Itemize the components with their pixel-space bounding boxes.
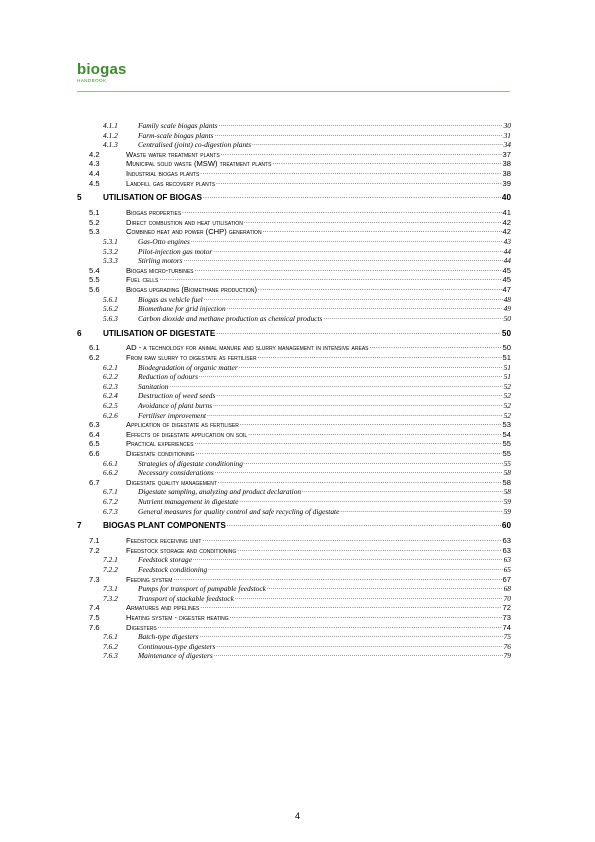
toc-dot-leader (239, 495, 502, 504)
toc-entry-title: Necessary considerations (138, 468, 214, 478)
toc-entry-title: Landfill gas recovery plants (126, 178, 216, 188)
toc-entry-page: 52 (503, 401, 511, 410)
toc-entry-page: 70 (503, 593, 511, 603)
toc-entry-page: 63 (502, 536, 511, 546)
toc-entry-number: 6.6.2 (103, 468, 118, 478)
toc-entry-page: 72 (502, 603, 511, 613)
toc-dot-leader (230, 611, 502, 620)
toc-entry-title: From raw slurry to digestate as fertiliser (126, 353, 257, 362)
toc-entry-page: 47 (502, 285, 511, 294)
toc-dot-leader (216, 640, 502, 649)
header-rule (77, 91, 510, 92)
toc-entry-title: Digestate sampling, analyzing and product declaration (138, 487, 302, 497)
toc-entry-number: 7.6.2 (103, 641, 118, 651)
toc-entry-page: 58 (503, 468, 511, 478)
toc-dot-leader (252, 138, 503, 147)
toc-dot-leader (184, 254, 503, 263)
toc-entry-number: 4.1.2 (103, 130, 118, 140)
toc-dot-leader (203, 191, 501, 200)
toc-entry-page: 30 (503, 121, 511, 130)
toc-entry-title: Feeding system (126, 574, 173, 584)
toc-dot-leader (218, 119, 502, 128)
toc-entry-title: Stirling motors (138, 256, 183, 266)
toc-entry-page: 63 (503, 555, 511, 565)
toc-entry-title-line (103, 327, 511, 338)
toc-entry-title: Practical experiences (126, 439, 194, 449)
toc-entry-page: 51 (503, 372, 511, 382)
toc-entry-title: Effects of digestate application on soil (126, 429, 248, 439)
toc-entry-page: 34 (503, 140, 511, 150)
toc-entry-title: Digestate quality management (126, 477, 217, 487)
toc-entry-page: 42 (502, 227, 511, 237)
toc-dot-leader (208, 563, 502, 572)
toc-entry-title: Feedstock conditioning (138, 565, 208, 574)
toc-entry-title: Armatures and pipelines (126, 603, 200, 613)
toc-dot-leader (323, 312, 502, 321)
toc-entry-title: Biogas upgrading (Biomethane production) (126, 285, 257, 294)
toc-entry-number: 4.5 (89, 178, 100, 188)
toc-entry-title: Family scale biogas plants (138, 121, 218, 130)
toc-entry-number: 6.2 (89, 353, 100, 362)
toc-entry-number: 6.2.4 (103, 391, 118, 401)
toc-entry-title: Heating system - digester heating (126, 613, 229, 622)
toc-entry-number: 5.3.3 (103, 256, 118, 266)
toc-dot-leader (272, 157, 501, 166)
toc-entry-page: 68 (503, 584, 511, 594)
toc-entry-page: 73 (502, 613, 511, 622)
toc-entry-number: 6.2.3 (103, 381, 118, 391)
toc-entry-title: Digestate conditioning (126, 449, 195, 458)
toc-dot-leader (227, 519, 501, 528)
toc-dot-leader (258, 351, 502, 360)
toc-entry-number: 6.4 (89, 429, 100, 439)
toc-dot-leader (213, 245, 502, 254)
toc-entry-number: 6.1 (89, 343, 100, 353)
toc-entry-title: Centralised (joint) co-digestion plants (138, 140, 252, 150)
toc-entry-number: 7.2.1 (103, 555, 118, 565)
toc-entry-page: 44 (503, 256, 511, 266)
toc-dot-leader (244, 216, 502, 225)
toc-entry-page: 55 (503, 458, 511, 468)
toc-entry-title: Farm-scale biogas plants (138, 130, 214, 140)
toc-entry-title-line (126, 177, 511, 188)
toc-entry-page: 79 (503, 651, 511, 661)
toc-dot-leader (200, 601, 501, 610)
toc-entry-number: 6.6 (89, 449, 100, 458)
toc-entry-title: Gas-Otto engines (138, 237, 190, 246)
toc-entry-page: 44 (503, 246, 511, 256)
toc-dot-leader (202, 534, 501, 543)
toc-entry-number: 6.7.3 (103, 506, 118, 516)
toc-entry-title-line (103, 519, 511, 530)
toc-entry-title: General measures for quality control and safe recycling of digestate (138, 506, 340, 516)
toc-entry-page: 45 (502, 275, 511, 285)
toc-entry-number: 4.2 (89, 149, 100, 159)
toc-dot-leader (235, 592, 503, 601)
toc-entry-page: 51 (502, 353, 511, 362)
toc-entry-title: Carbon dioxide and methane production as chemical products (138, 313, 323, 323)
toc-entry-page: 54 (502, 429, 511, 439)
toc-entry-number: 6.6.1 (103, 458, 118, 468)
toc-dot-leader (215, 466, 503, 475)
toc-entry-number: 5.5 (89, 275, 100, 285)
toc-entry-title: Biomethane for grid injection (138, 304, 226, 314)
toc-dot-leader (204, 293, 503, 302)
toc-dot-leader (267, 582, 503, 591)
toc-entry-number: 7.3.1 (103, 584, 118, 594)
toc-entry-number: 5.3.2 (103, 246, 118, 256)
toc-entry-number: 7.6.1 (103, 632, 118, 642)
toc-dot-leader (196, 447, 502, 456)
toc-entry-number: 7.6 (89, 622, 100, 632)
toc-dot-leader (237, 544, 501, 553)
toc-entry-title: Fertiliser improvement (138, 410, 207, 420)
toc-entry-title: Nutrient management in digestate (138, 497, 239, 506)
toc-dot-leader (216, 177, 501, 186)
toc-entry-number: 7.5 (89, 613, 100, 622)
toc-entry[interactable] (0, 506, 595, 516)
toc-entry-title: UTILISATION OF BIOGAS (103, 193, 203, 203)
toc-dot-leader (158, 621, 502, 630)
toc-entry-page: 48 (503, 294, 511, 304)
toc-entry-page: 74 (502, 622, 511, 632)
logo-sub: HANDBOOK (77, 78, 107, 83)
toc-entry-title: Digesters (126, 622, 157, 632)
toc-dot-leader (195, 264, 502, 273)
toc-entry-number: 6.2.5 (103, 401, 118, 410)
toc-dot-leader (221, 148, 502, 157)
toc-entry-page: 65 (503, 565, 511, 574)
toc-entry-number: 5.6.1 (103, 294, 118, 304)
toc-entry-title: Biogas properties (126, 208, 182, 218)
toc-dot-leader (193, 553, 503, 562)
toc-entry-number: 6 (77, 328, 82, 338)
toc-entry-title: Direct combustion and heat utilisation (126, 217, 243, 227)
toc-dot-leader (258, 283, 502, 292)
toc-entry-title: Maintenance of digesters (138, 651, 213, 661)
toc-dot-leader (302, 485, 502, 494)
toc-entry-page: 50 (501, 328, 511, 338)
toc-entry-page: 38 (502, 159, 511, 169)
page-number: 4 (294, 811, 300, 821)
toc-entry-title: Industrial biogas plants (126, 169, 200, 178)
toc-dot-leader (169, 380, 502, 389)
toc-entry-page: 58 (503, 487, 511, 497)
toc-entry-page: 52 (503, 391, 511, 401)
toc-entry-title: AD - a technology for animal manure and slurry management in intensive areas (126, 343, 369, 353)
toc-entry[interactable] (0, 178, 595, 188)
toc-entry-title: Feedstock receiving unit (126, 536, 202, 546)
toc-entry-number: 5.3 (89, 227, 100, 237)
toc-entry-title: Strategies of digestate conditioning (138, 458, 243, 468)
toc-dot-leader (244, 457, 503, 466)
toc-dot-leader (248, 428, 501, 437)
toc-dot-leader (159, 273, 501, 282)
toc-entry-number: 5.4 (89, 265, 100, 275)
toc-entry-number: 7.1 (89, 536, 100, 546)
toc-entry-page: 67 (502, 574, 511, 584)
toc-dot-leader (199, 370, 503, 379)
toc-entry-page: 50 (503, 313, 511, 323)
toc-entry-title: Pilot-injection gas motor (138, 246, 213, 256)
toc-entry-title-line (138, 312, 511, 323)
toc-entry[interactable] (0, 328, 595, 338)
toc-entry-number: 6.2.1 (103, 362, 118, 372)
toc-dot-leader (200, 167, 501, 176)
toc-dot-leader (239, 361, 503, 370)
toc-entry-number: 7.2.2 (103, 565, 118, 574)
toc-entry-number: 5.6 (89, 285, 100, 294)
toc-entry-number: 6.2.6 (103, 410, 118, 420)
toc-dot-leader (194, 437, 501, 446)
toc-entry-number: 7.4 (89, 603, 100, 613)
toc-dot-leader (182, 206, 501, 215)
toc-entry-page: 58 (502, 477, 511, 487)
toc-entry-title: Biogas as vehicle fuel (138, 294, 203, 304)
toc-entry[interactable] (0, 192, 595, 202)
toc-entry-page: 49 (503, 304, 511, 314)
toc-entry-number: 7.3.2 (103, 593, 118, 603)
toc-entry-title: Transport of stackable feedstock (138, 593, 234, 603)
toc-entry-number: 7.6.3 (103, 651, 118, 661)
toc-dot-leader (240, 418, 502, 427)
toc-dot-leader (173, 573, 501, 582)
toc-dot-leader (218, 476, 502, 485)
toc-entry-number: 5 (77, 193, 82, 203)
toc-entry-title: Avoidance of plant burns (138, 401, 213, 410)
toc-entry-title: Continuous-type digesters (138, 641, 216, 651)
toc-entry-title: Waste water treatment plants (126, 149, 220, 159)
toc-entry-page: 63 (502, 545, 511, 555)
toc-entry-number: 6.7.2 (103, 497, 118, 506)
toc-entry-title: Feedstock storage (138, 555, 192, 565)
toc-entry-number: 5.3.1 (103, 237, 118, 246)
toc-dot-leader (227, 302, 503, 311)
toc-entry-title: Feedstock storage and conditioning (126, 545, 237, 555)
toc-entry-title: Combined heat and power (CHP) generation (126, 227, 262, 237)
toc-entry-number: 4.1.3 (103, 140, 118, 150)
toc-dot-leader (216, 327, 501, 336)
toc-dot-leader (214, 649, 503, 658)
toc-entry-page: 52 (503, 381, 511, 391)
toc-entry-number: 6.7 (89, 477, 100, 487)
toc-entry-page: 53 (502, 420, 511, 430)
toc-entry-number: 6.2.2 (103, 372, 118, 382)
toc-entry-page: 31 (503, 130, 511, 140)
toc-entry-title: UTILISATION OF DIGESTATE (103, 328, 216, 338)
toc-dot-leader (370, 341, 502, 350)
toc-dot-leader (213, 399, 503, 408)
toc-entry-page: 42 (502, 217, 511, 227)
toc-entry-title: Biogas micro-turbines (126, 265, 194, 275)
toc-entry-page: 38 (502, 169, 511, 178)
toc-entry-number: 4.1.1 (103, 121, 118, 130)
toc-dot-leader (215, 129, 503, 138)
toc-entry-number: 4.3 (89, 159, 100, 169)
toc-entry[interactable] (0, 650, 595, 660)
toc-entry-title: Pumps for transport of pumpable feedstock (138, 584, 266, 594)
toc-dot-leader (263, 225, 502, 234)
toc-entry-title: Batch-type digesters (138, 632, 199, 642)
toc-entry-page: 41 (502, 208, 511, 218)
toc-entry[interactable] (0, 520, 595, 530)
toc-entry-number: 5.6.3 (103, 313, 118, 323)
logo-main: biogas (77, 61, 127, 78)
toc-entry-number: 5.6.2 (103, 304, 118, 314)
toc-entry-page: 50 (502, 343, 511, 353)
toc-entry-page: 55 (502, 439, 511, 449)
toc-entry-page: 45 (502, 265, 511, 275)
toc-entry-number: 7.2 (89, 545, 100, 555)
toc-entry-number: 5.2 (89, 217, 100, 227)
toc-dot-leader (207, 409, 503, 418)
toc-entry-number: 6.7.1 (103, 487, 118, 497)
toc-entry-page: 59 (503, 506, 511, 516)
logo (77, 62, 127, 84)
toc-entry-title: Fuel cells (126, 275, 159, 285)
toc-entry-page: 59 (503, 497, 511, 506)
toc-entry-title: Sanitation (138, 381, 169, 391)
toc-dot-leader (340, 505, 502, 514)
toc-entry-title: Biodegradation of organic matter (138, 362, 238, 372)
toc-entry-title: Municipal solid waste (MSW) treatment plants (126, 159, 272, 169)
toc-entry-page: 43 (503, 237, 511, 246)
toc-entry-page: 60 (501, 521, 511, 531)
toc-entry-page: 51 (503, 362, 511, 372)
toc-entry[interactable] (0, 313, 595, 323)
toc-entry-title-line (138, 649, 511, 660)
toc-entry-page: 39 (502, 178, 511, 188)
toc-entry-title-line (138, 505, 511, 516)
toc-entry-page: 75 (503, 632, 511, 642)
toc-entry-number: 6.3 (89, 420, 100, 430)
toc-entry-page: 76 (503, 641, 511, 651)
toc-entry-number: 5.1 (89, 208, 100, 218)
toc-dot-leader (216, 389, 502, 398)
toc-entry-title: Reduction of odours (138, 372, 198, 382)
toc-entry-page: 40 (501, 193, 511, 203)
toc-entry-title: Application of digestate as fertiliser (126, 420, 239, 430)
toc-entry-number: 7 (77, 521, 82, 531)
toc-dot-leader (191, 235, 503, 244)
toc-entry-title-line (103, 191, 511, 202)
toc-entry-number: 4.4 (89, 169, 100, 178)
toc-entry-page: 37 (502, 149, 511, 159)
toc-dot-leader (200, 630, 503, 639)
toc-entry-number: 6.5 (89, 439, 100, 449)
toc-entry-title: Destruction of weed seeds (138, 391, 216, 401)
toc-entry-number: 7.3 (89, 574, 100, 584)
toc-entry-page: 52 (503, 410, 511, 420)
toc-entry-page: 55 (502, 449, 511, 458)
toc-entry-title: BIOGAS PLANT COMPONENTS (103, 521, 226, 531)
